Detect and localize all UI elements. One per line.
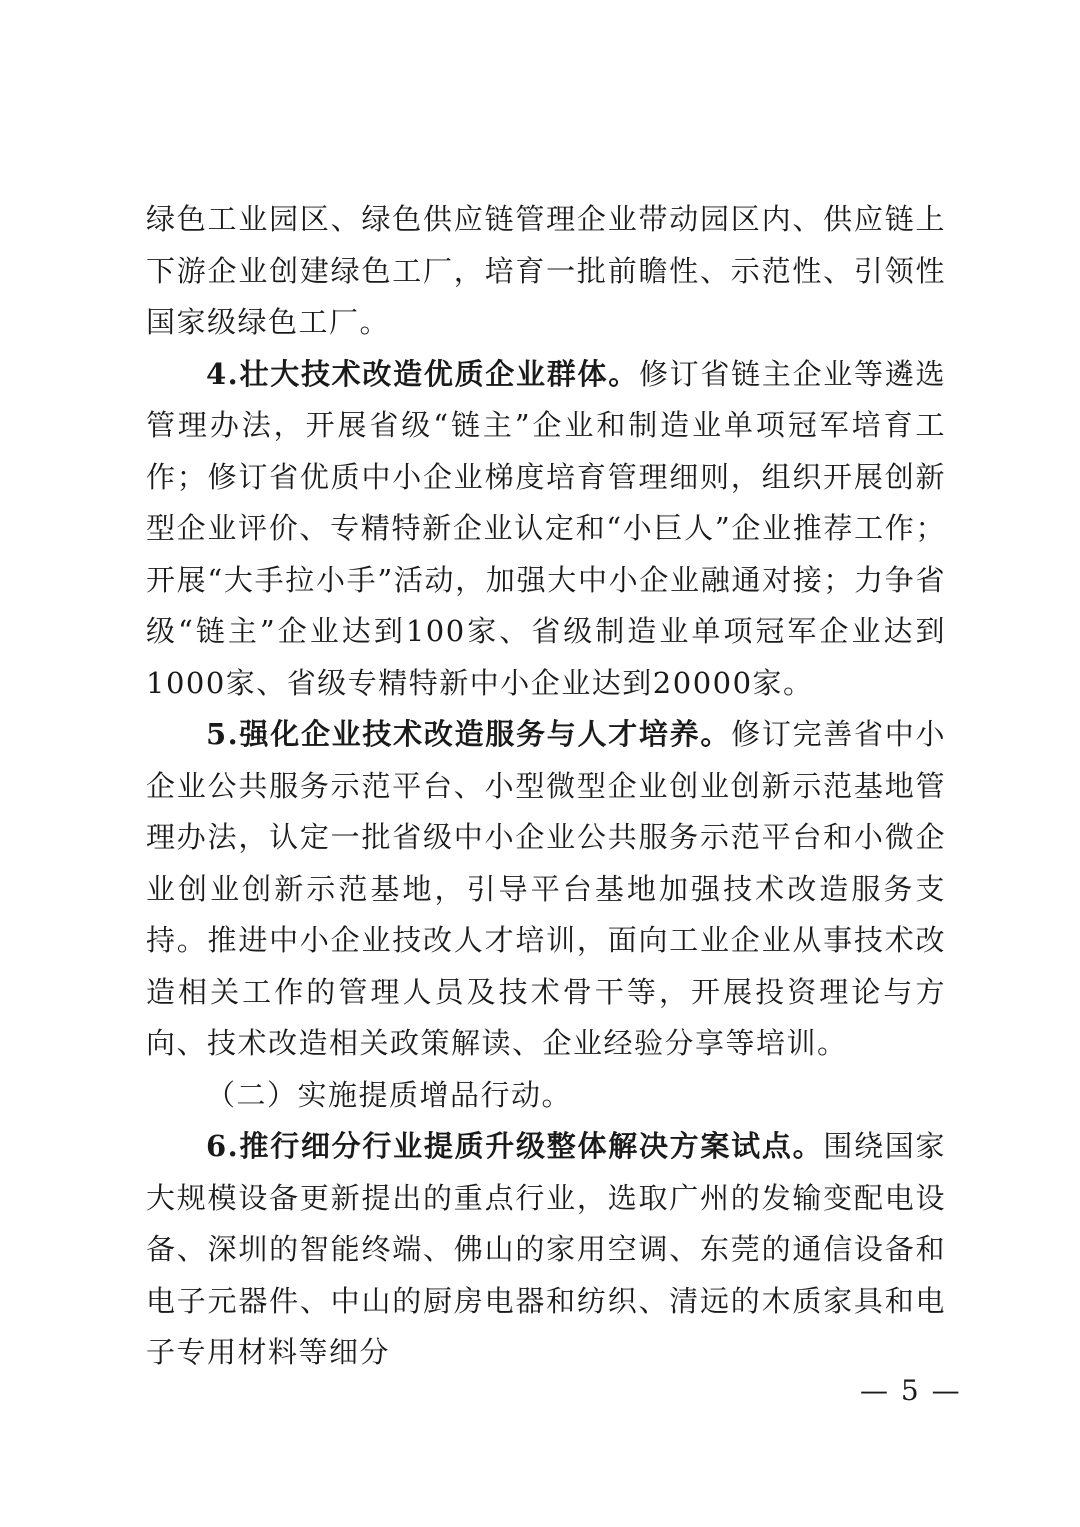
paragraph-heading: 5.强化企业技术改造服务与人才培养。: [206, 717, 732, 751]
paragraph-body: 绿色工业园区、绿色供应链管理企业带动园区内、供应链上下游企业创建绿色工厂，培育一批前瞻性、示范性、引领性国家级绿色工厂。: [146, 202, 946, 339]
paragraph-item-5: [146, 709, 946, 1070]
paragraph-heading: 4.壮大技术改造优质企业群体。: [206, 356, 639, 391]
body-text: [146, 194, 946, 1379]
paragraph-item-4: [146, 349, 946, 710]
paragraph-body: 围绕国家大规模设备更新提出的重点行业，选取广州的发输变配电设备、深圳的智能终端、佛山的家用空调、东莞的通信设备和电子元器件、中山的厨房电器和纺织、清远的木质家具和电子专用材料等细分: [146, 1129, 946, 1369]
page-number: — 5 —: [860, 1374, 962, 1407]
section-heading-2: [146, 1070, 946, 1122]
paragraph-body: 修订完善省中小企业公共服务示范平台、小型微型企业创业创新示范基地管理办法，认定一批省级中小企业公共服务示范平台和小微企业创业创新示范基地，引导平台基地加强技术改造服务支持。推进中小企业技改人才培训，面向工业企业从事技术改造相关工作的管理人员及技术骨干等，开展投资理论与方向、技术改造相关政策解读、企业经验分享等培训。: [146, 717, 946, 1060]
section-heading-text: （二）实施提质增品行动。: [206, 1077, 573, 1112]
paragraph-green-factory-continued: [146, 194, 946, 349]
paragraph-item-6: [146, 1121, 946, 1379]
paragraph-heading: 6.推行细分行业提质升级整体解决方案试点。: [206, 1129, 824, 1163]
paragraph-body: 修订省链主企业等遴选管理办法，开展省级“链主”企业和制造业单项冠军培育工作；修订省优质中小企业梯度培育管理细则，组织开展创新型企业评价、专精特新企业认定和“小巨人”企业推荐工作；开展“大手拉小手”活动，加强大中小企业融通对接；力争省级“链主”企业达到100家、省级制造业单项冠军企业达到1000家、省级专精特新中小企业达到20000家。: [146, 356, 946, 700]
